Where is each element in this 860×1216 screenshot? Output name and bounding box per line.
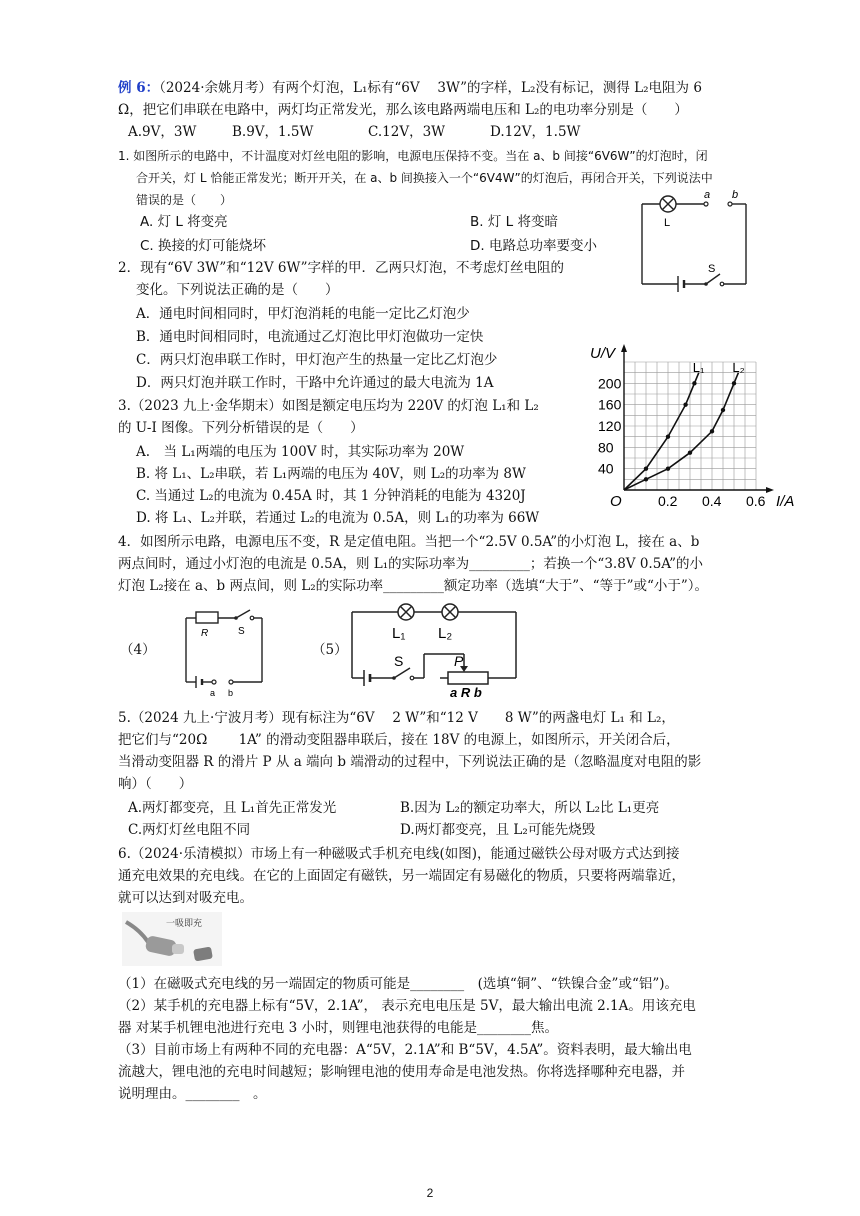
q5-fig-label-arb: a R b <box>450 685 482 700</box>
q1-fig-label-a: a <box>704 189 711 201</box>
q2-option-c: C．两只灯泡串联工作时，甲灯泡产生的热量一定比乙灯泡少 <box>136 352 498 368</box>
q5-option-b: B.因为 L₂的额定功率大，所以 L₂比 L₁更亮 <box>400 800 660 816</box>
q4-line3: 灯泡 L₂接在 a、b 两点间，则 L₂的实际功率_________额定功率（选填“大于”、“等于”或“小于”）。 <box>118 578 709 594</box>
q5-line3: 当滑动变阻器 R 的滑片 P 从 a 端向 b 端滑动的过程中，下列说法正确的是（忽略温度对电阻的影 <box>118 754 702 770</box>
q5-line2: 把它们与“20Ω 1A” 的滑动变阻器串联后，接在 18V 的电源上，如图所示，开关闭合后， <box>118 732 680 748</box>
q3-line1: 3.（2023 九上·金华期末）如图是额定电压均为 220V 的灯泡 L₁和 L₂ <box>118 398 539 414</box>
q1-option-d: D. 电路总功率要变小 <box>470 238 597 254</box>
q6-sub3a: （3）目前市场上有两种不同的充电器：A“5V，2.1A”和 B“5V，4.5A”。资料表明，最大输出电 <box>118 1042 692 1058</box>
q4-circuit-diagram <box>156 606 276 698</box>
ui-graph <box>578 318 795 512</box>
q5-fig-label-p: P <box>454 653 464 669</box>
series-label-1: L₁ <box>692 360 705 375</box>
q1-line3: 错误的是（ ） <box>136 193 233 207</box>
ex6-option-d: D.12V，1.5W <box>490 124 581 140</box>
series-point-2 <box>688 450 692 454</box>
series-point-1 <box>666 434 670 438</box>
y-tick-label: 40 <box>598 460 614 477</box>
example-6-text: （2024·余姚月考）有两个灯泡，L₁标有“6V 3W”的字样，L₂没有标记，测得 L₂电阻为 6 <box>159 80 702 96</box>
q1-option-a: A. 灯 L 将变亮 <box>140 214 228 230</box>
chart-labels <box>590 345 794 510</box>
q4-fig-label-a: a <box>210 688 216 698</box>
q5-option-a: A.两灯都变亮，且 L₁首先正常发光 <box>128 800 337 816</box>
y-tick-label: 200 <box>598 375 622 392</box>
q5-circuit-diagram <box>344 600 524 700</box>
x-tick-label: 0.2 <box>658 493 678 509</box>
y-tick-label: 80 <box>598 439 614 456</box>
page-number: 2 <box>426 1186 434 1200</box>
fig5-tag: （5） <box>312 642 348 658</box>
q2-option-a: A．通电时间相同时，甲灯泡消耗的电能一定比乙灯泡少 <box>136 306 470 322</box>
series-point-2 <box>721 408 725 412</box>
q5-line4: 响）（ ） <box>118 776 193 792</box>
origin-label: O <box>610 493 622 510</box>
q1-line1: 1. 如图所示的电路中，不计温度对灯丝电阻的影响，电源电压保持不变。当在 a、b 间接“6V6W”的灯泡时，闭 <box>118 149 708 163</box>
q1-option-b: B. 灯 L 将变暗 <box>470 214 558 230</box>
q4-fig-label-s: S <box>238 626 245 637</box>
magnetic-cable-image <box>122 912 222 966</box>
q5-fig-label-l2: L₂ <box>438 625 453 642</box>
q2-line2: 变化。下列说法正确的是（ ） <box>136 282 339 298</box>
q3-option-d: D. 将 L₁、L₂并联，若通过 L₂的电流为 0.5A，则 L₁的功率为 66W <box>136 510 540 526</box>
q4-fig-label-b: b <box>228 688 234 698</box>
q5-fig-label-s: S <box>394 653 404 669</box>
series-point-2 <box>666 466 670 470</box>
series-point-1 <box>692 381 696 385</box>
q3-option-c: C. 当通过 L₂的电流为 0.45A 时，其 1 分钟消耗的电能为 4320J <box>136 488 526 504</box>
q1-fig-label-s: S <box>708 263 716 275</box>
series-point-1 <box>644 466 648 470</box>
y-tick-label: 120 <box>598 418 622 434</box>
y-axis-label: U/V <box>590 345 616 362</box>
q5-fig-label-l1: L₁ <box>392 625 406 642</box>
q6-sub2b: 器 对某手机锂电池进行充电 3 小时，则锂电池获得的电能是________焦。 <box>118 1020 558 1036</box>
q5-line1: 5.（2024 九上·宁波月考）现有标注为“6V 2 W”和“12 V 8 W”的两盏电灯 L₁ 和 L₂， <box>118 710 675 726</box>
q1-circuit-diagram <box>634 188 756 296</box>
q1-line2: 合开关，灯 L 恰能正常发光；断开开关，在 a、b 间换接入一个“6V4W”的灯泡后，再闭合开关，下列说法中 <box>136 171 713 185</box>
q6-sub3c: 说明理由。________ 。 <box>118 1086 267 1102</box>
q3-option-b: B. 将 L₁、L₂串联，若 L₁两端的电压为 40V，则 L₂的功率为 8W <box>136 466 526 482</box>
ex6-option-c: C.12V，3W <box>368 124 446 140</box>
series-point-1 <box>683 402 687 406</box>
q2-line1: 2．现有“6V 3W”和“12V 6W”字样的甲．乙两只灯泡，不考虑灯丝电阻的 <box>118 260 564 276</box>
example-6-line2: Ω，把它们串联在电路中，两灯均正常发光，那么该电路两端电压和 L₂的电功率分别是（ ） <box>118 102 688 118</box>
q6-line3: 就可以达到对吸充电。 <box>118 890 253 906</box>
q2-option-b: B．通电时间相同时，电流通过乙灯泡比甲灯泡做功一定快 <box>136 329 484 345</box>
x-axis-arrow <box>766 487 774 493</box>
q6-line1: 6.（2024·乐清模拟）市场上有一种磁吸式手机充电线(如图)，能通过磁铁公母对吸方式达到接 <box>118 846 680 862</box>
x-tick-label: 0.6 <box>746 493 766 509</box>
q1-fig-label-l: L <box>664 217 671 229</box>
q4-fig-label-r: R <box>201 628 209 639</box>
cable-image-caption: 一吸即充 <box>166 918 203 928</box>
q4-line1: 4．如图所示电路，电源电压不变，R 是定值电阻。当把一个“2.5V 0.5A”的小灯泡 L，接在 a、b <box>118 534 700 550</box>
q6-sub1: （1）在磁吸式充电线的另一端固定的物质可能是________ (选填“铜”、“铁镍合金”或“铝”)。 <box>118 976 679 992</box>
q6-line2: 通充电效果的充电线。在它的上面固定有磁铁，另一端固定有易磁化的物质，只要将两端靠近， <box>118 868 685 884</box>
q2-option-d: D．两只灯泡并联工作时，干路中允许通过的最大电流为 1A <box>136 375 494 391</box>
q1-option-c: C. 换接的灯可能烧坏 <box>140 238 267 254</box>
chart-series <box>624 373 738 490</box>
q3-option-a: A. 当 L₁两端的电压为 100V 时，其实际功率为 20W <box>136 444 465 460</box>
example-6-line1 <box>118 78 702 99</box>
series-point-2 <box>644 477 648 481</box>
ex6-option-a: A.9V，3W <box>128 124 197 140</box>
x-tick-label: 0.4 <box>702 493 722 509</box>
q6-sub2a: （2）某手机的充电器上标有“5V，2.1A”， 表示充电电压是 5V，最大输出电流 2.1A。用该充电 <box>118 998 696 1014</box>
q6-sub3b: 流越大，锂电池的充电时间越短；影响锂电池的使用寿命是电池发热。你将选择哪种充电器，并 <box>118 1064 685 1080</box>
y-axis-arrow <box>621 344 627 352</box>
example-6-label: 例 6： <box>118 80 160 96</box>
q4-line2: 两点间时，通过小灯泡的电流是 0.5A，则 L₁的实际功率为_________；若换一个“3.8V 0.5A”的小 <box>118 556 703 572</box>
ex6-option-b: B.9V，1.5W <box>232 124 314 140</box>
series-point-2 <box>710 429 714 433</box>
q5-option-d: D.两灯都变亮，且 L₂可能先烧毁 <box>400 822 596 838</box>
series-label-2: L₂ <box>732 360 745 375</box>
q3-line2: 的 U-I 图像。下列分析错误的是（ ） <box>118 420 364 436</box>
q5-option-c: C.两灯灯丝电阻不同 <box>128 822 251 838</box>
y-tick-label: 160 <box>598 396 622 413</box>
fig4-tag: （4） <box>120 642 156 658</box>
x-axis-label: I/A <box>776 493 795 510</box>
series-point-2 <box>732 381 736 385</box>
q1-fig-label-b: b <box>732 189 739 201</box>
